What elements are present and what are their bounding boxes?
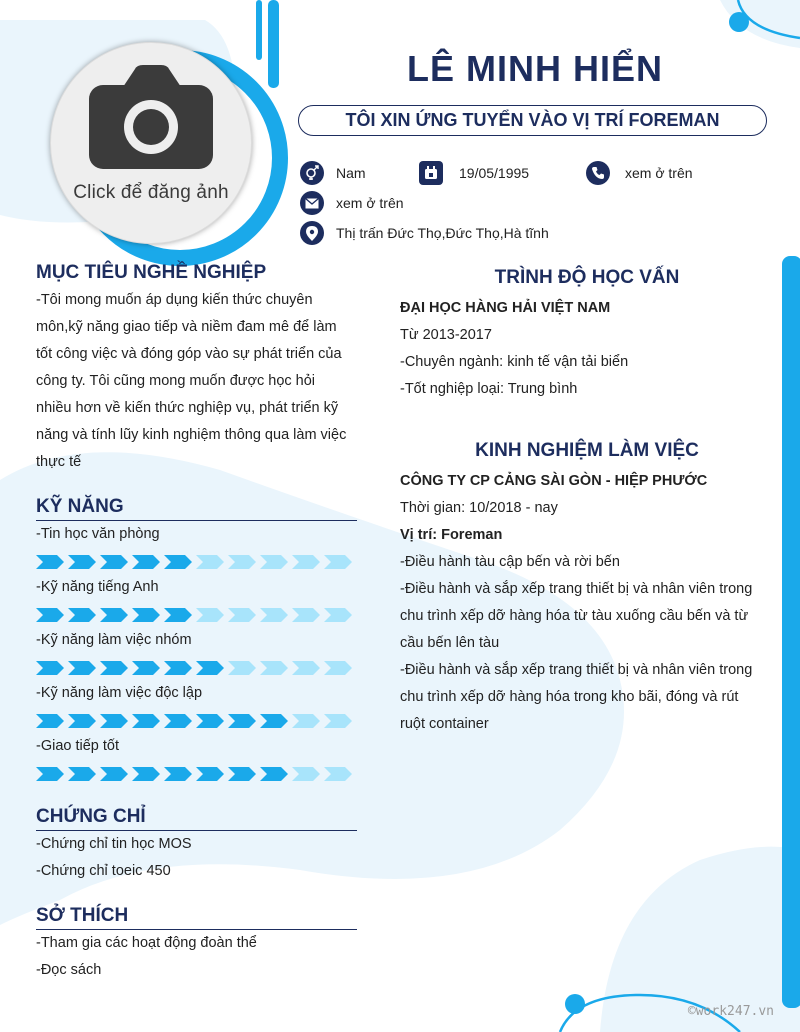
candidate-name: LÊ MINH HIỂN <box>406 48 663 89</box>
duty-line: cầu bến lên tàu <box>400 635 500 651</box>
objective-line: năng và tính lũy kinh nghiệm thông qua làm việc <box>36 427 347 443</box>
skill-chevron-empty <box>324 714 356 728</box>
skill-level-bar <box>36 555 356 569</box>
objective-title: MỤC TIÊU NGHỀ NGHIỆP <box>36 262 267 283</box>
skill-chevron-filled <box>164 714 196 728</box>
skill-chevron-empty <box>292 714 324 728</box>
skill-chevron-empty <box>260 555 292 569</box>
skill-chevron-filled <box>228 767 260 781</box>
skills-title: KỸ NĂNG <box>36 496 357 521</box>
skill-chevron-filled <box>68 714 100 728</box>
skill-level-bar <box>36 661 356 675</box>
skill-chevron-empty <box>196 555 228 569</box>
objective-line: tốt công việc và đóng góp vào sự phát triển của <box>36 346 342 362</box>
skill-chevron-filled <box>164 608 196 622</box>
experience-time: Thời gian: 10/2018 - nay <box>400 500 558 516</box>
duty-line: chu trình xếp dỡ hàng hóa trong kho bãi, đóng và rút <box>400 689 739 705</box>
education-school: ĐẠI HỌC HÀNG HẢI VIỆT NAM <box>400 300 611 316</box>
skill-chevron-empty <box>324 555 356 569</box>
skill-chevron-filled <box>100 608 132 622</box>
education-period: Từ 2013-2017 <box>400 327 492 343</box>
skill-chevron-empty <box>228 608 260 622</box>
skill-chevron-empty <box>292 767 324 781</box>
duty-line: -Điều hành và sắp xếp trang thiết bị và nhân viên trong <box>400 581 753 597</box>
address-info <box>300 221 549 245</box>
skill-chevron-empty <box>260 661 292 675</box>
hobby-item: -Đọc sách <box>36 962 102 978</box>
skill-chevron-empty <box>228 661 260 675</box>
skill-chevron-filled <box>196 714 228 728</box>
skill-chevron-filled <box>260 714 292 728</box>
watermark: ©work247.vn <box>687 1004 774 1019</box>
education-grade: -Tốt nghiệp loại: Trung bình <box>400 381 578 397</box>
skill-chevron-filled <box>164 661 196 675</box>
calendar-icon <box>419 161 443 185</box>
hobby-item: -Tham gia các hoạt động đoàn thể <box>36 935 257 951</box>
camera-icon <box>89 65 213 169</box>
experience-duty <box>400 657 774 738</box>
experience-duty <box>400 576 774 657</box>
duty-line: chu trình xếp dỡ hàng hóa từ tàu xuống cầu bến và từ <box>400 608 749 624</box>
skill-chevron-filled <box>36 661 68 675</box>
skill-label: -Kỹ năng làm việc nhóm <box>36 632 192 648</box>
skill-chevron-empty <box>292 661 324 675</box>
skill-chevron-empty <box>292 608 324 622</box>
certificates-title: CHỨNG CHỈ <box>36 806 357 831</box>
avatar-upload[interactable] <box>50 42 252 244</box>
avatar-upload-label: Click để đăng ảnh <box>73 182 229 203</box>
objective-text <box>36 287 366 476</box>
skill-chevron-filled <box>164 767 196 781</box>
objective-line: môn,kỹ năng giao tiếp và niềm đam mê để làm <box>36 319 337 335</box>
objective-line: thực tế <box>36 454 82 470</box>
duty-line: -Điều hành và sắp xếp trang thiết bị và nhân viên trong <box>400 662 753 678</box>
skill-chevron-filled <box>68 767 100 781</box>
skill-level-bar <box>36 714 356 728</box>
gender-info <box>300 161 366 185</box>
skill-label: -Tin học văn phòng <box>36 526 160 542</box>
applied-position: TÔI XIN ỨNG TUYỂN VÀO VỊ TRÍ FOREMAN <box>298 105 767 136</box>
duty-line: ruột container <box>400 716 489 732</box>
certificate-item: -Chứng chỉ tin học MOS <box>36 836 192 852</box>
skill-chevron-filled <box>68 608 100 622</box>
skill-chevron-empty <box>260 608 292 622</box>
hobbies-title: SỞ THÍCH <box>36 905 357 930</box>
certificate-item: -Chứng chỉ toeic 450 <box>36 863 171 879</box>
skill-chevron-empty <box>324 608 356 622</box>
envelope-icon <box>300 191 324 215</box>
gender-value: Nam <box>336 165 366 181</box>
skill-label: -Giao tiếp tốt <box>36 738 120 754</box>
skill-chevron-empty <box>196 608 228 622</box>
skill-chevron-filled <box>228 714 260 728</box>
birthdate-info <box>419 161 529 185</box>
objective-line: -Tôi mong muốn áp dụng kiến thức chuyên <box>36 292 313 308</box>
skill-chevron-filled <box>36 608 68 622</box>
skill-chevron-empty <box>324 767 356 781</box>
gender-icon <box>300 161 324 185</box>
education-title: TRÌNH ĐỘ HỌC VẤN <box>494 267 680 288</box>
skill-label: -Kỹ năng tiếng Anh <box>36 579 159 595</box>
location-pin-icon <box>300 221 324 245</box>
skill-chevron-filled <box>36 714 68 728</box>
skill-chevron-filled <box>132 608 164 622</box>
phone-info <box>586 161 693 185</box>
phone-icon <box>586 161 610 185</box>
objective-line: công ty. Tôi cũng mong muốn được học hỏi <box>36 373 316 389</box>
skill-chevron-filled <box>132 555 164 569</box>
skill-chevron-filled <box>164 555 196 569</box>
skill-chevron-filled <box>132 767 164 781</box>
skill-chevron-filled <box>100 767 132 781</box>
skill-chevron-filled <box>100 555 132 569</box>
education-major: -Chuyên ngành: kinh tế vận tải biển <box>400 354 629 370</box>
email-value: xem ở trên <box>336 195 404 211</box>
birthdate-value: 19/05/1995 <box>459 165 530 181</box>
objective-line: nhiều hơn về kiến thức nghiệp vụ, phát triển kỹ <box>36 400 339 416</box>
skill-chevron-filled <box>100 714 132 728</box>
phone-value: xem ở trên <box>625 165 693 181</box>
skill-chevron-filled <box>196 661 228 675</box>
skill-chevron-empty <box>228 555 260 569</box>
skill-chevron-filled <box>68 555 100 569</box>
experience-duty: -Điều hành tàu cập bến và rời bến <box>400 554 620 570</box>
skill-chevron-filled <box>260 767 292 781</box>
experience-company: CÔNG TY CP CẢNG SÀI GÒN - HIỆP PHƯỚC <box>400 473 708 489</box>
skill-level-bar <box>36 767 356 781</box>
skill-chevron-filled <box>68 661 100 675</box>
email-info <box>300 191 404 215</box>
skill-chevron-filled <box>132 661 164 675</box>
skill-label: -Kỹ năng làm việc độc lập <box>36 685 203 701</box>
skill-chevron-filled <box>196 767 228 781</box>
skill-chevron-empty <box>324 661 356 675</box>
skill-chevron-filled <box>132 714 164 728</box>
skill-chevron-filled <box>36 555 68 569</box>
skill-level-bar <box>36 608 356 622</box>
experience-title: KINH NGHIỆM LÀM VIỆC <box>475 440 699 461</box>
skill-chevron-filled <box>100 661 132 675</box>
address-value: Thị trấn Đức Thọ,Đức Thọ,Hà tĩnh <box>336 225 549 241</box>
skill-chevron-empty <box>292 555 324 569</box>
skill-chevron-filled <box>36 767 68 781</box>
experience-role: Vị trí: Foreman <box>400 527 503 543</box>
